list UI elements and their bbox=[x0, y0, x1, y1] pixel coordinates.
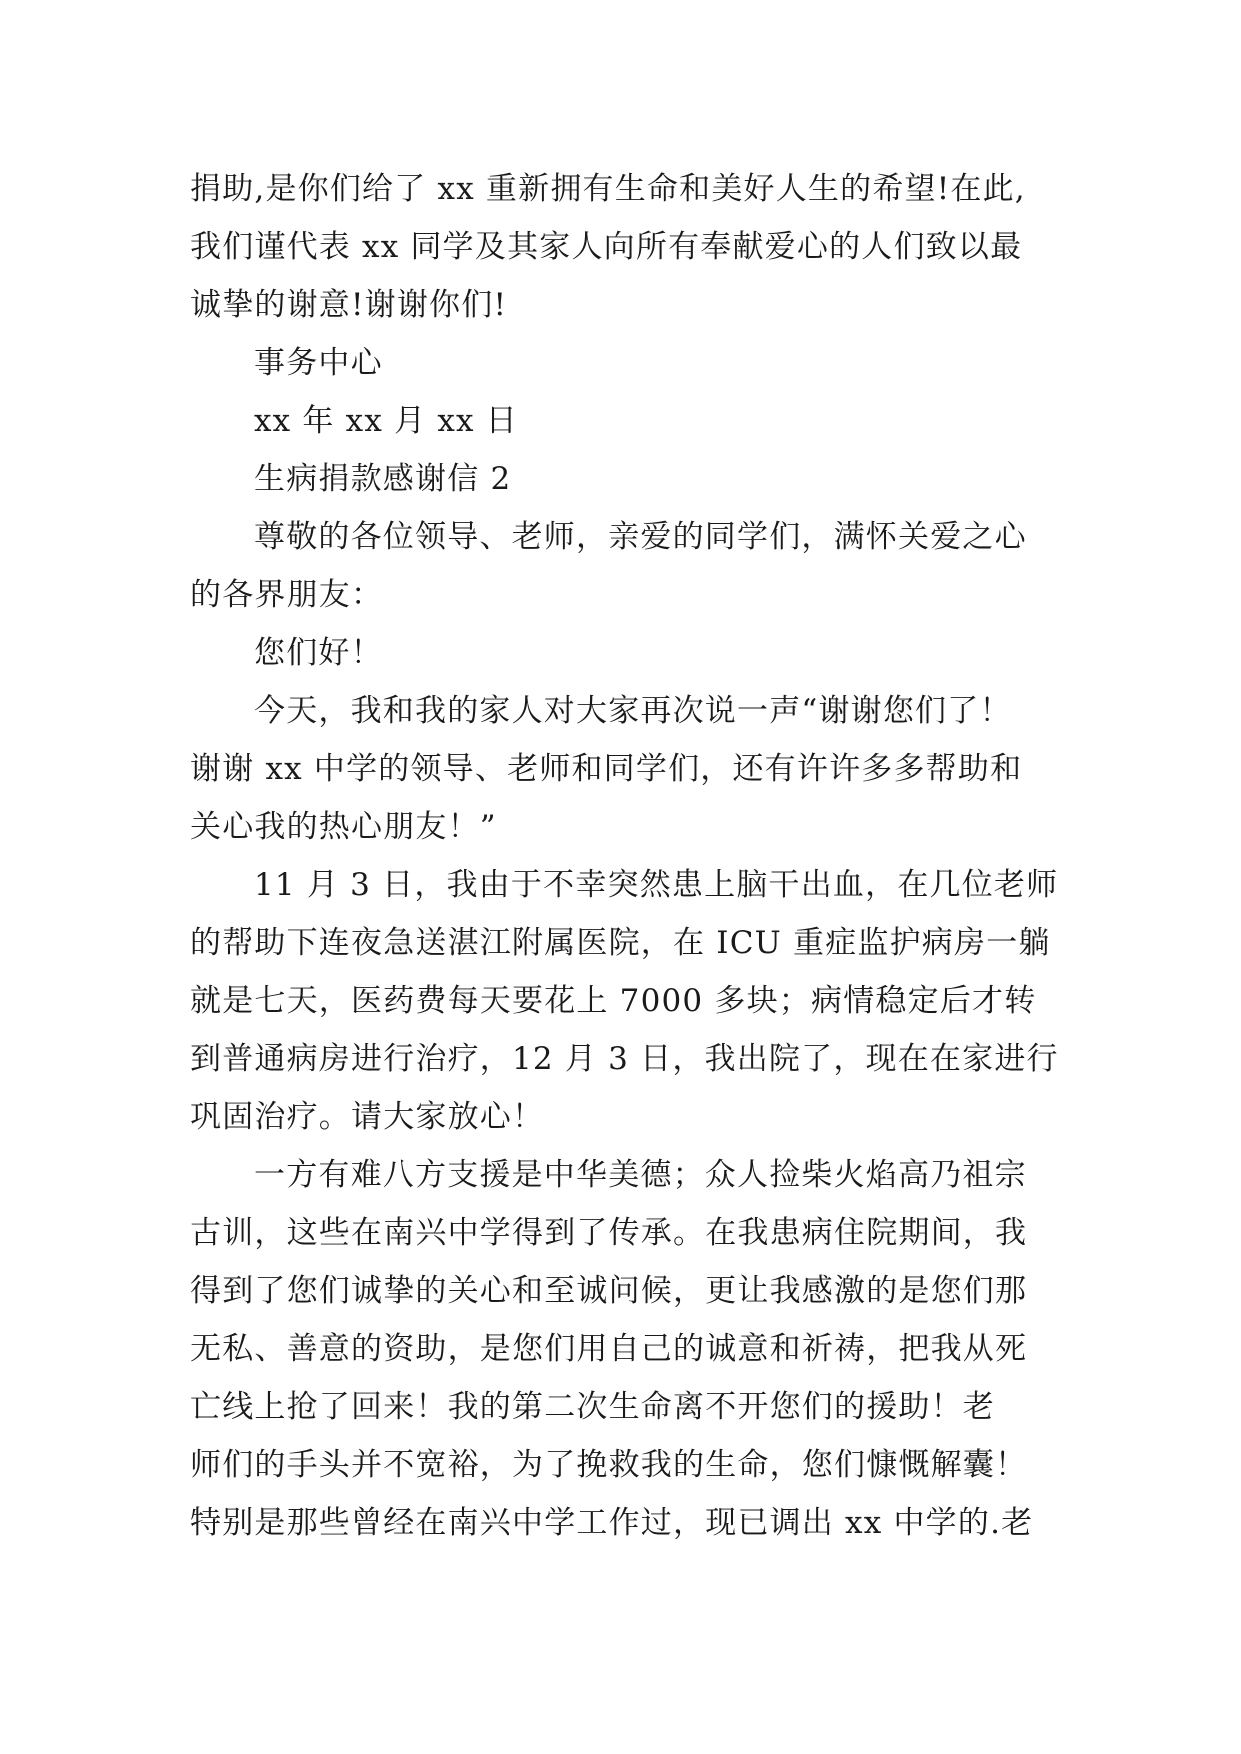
text-line: 古训，这些在南兴中学得到了传承。在我患病住院期间，我 bbox=[190, 1215, 1028, 1251]
text-line: 巩固治疗。请大家放心！ bbox=[190, 1099, 545, 1135]
text-line: 到普通病房进行治疗，12 月 3 日，我出院了，现在在家进行 bbox=[190, 1041, 1059, 1077]
text-line: 一方有难八方支援是中华美德；众人捡柴火焰高乃祖宗 bbox=[254, 1157, 1027, 1193]
text-line: 的帮助下连夜急送湛江附属医院，在 ICU 重症监护病房一躺 bbox=[190, 925, 1051, 961]
text-line: 得到了您们诚挚的关心和至诚问候，更让我感激的是您们那 bbox=[190, 1273, 1028, 1309]
salutation-line: 尊敬的各位领导、老师，亲爱的同学们，满怀关爱之心 bbox=[254, 519, 1027, 555]
text-line: 关心我的热心朋友！” bbox=[190, 809, 497, 845]
text-line: 特别是那些曾经在南兴中学工作过，现已调出 xx 中学的.老 bbox=[190, 1505, 1034, 1541]
letter-title: 生病捐款感谢信 2 bbox=[254, 461, 512, 497]
text-line: 11 月 3 日，我由于不幸突然患上脑干出血，在几位老师 bbox=[254, 867, 1059, 903]
text-line: 师们的手头并不宽裕，为了挽救我的生命，您们慷慨解囊！ bbox=[190, 1447, 1028, 1483]
greeting-line: 您们好！ bbox=[254, 635, 383, 671]
text-line: 就是七天，医药费每天要花上 7000 多块；病情稳定后才转 bbox=[190, 983, 1037, 1019]
text-line: 今天，我和我的家人对大家再次说一声“谢谢您们了！ bbox=[254, 693, 1012, 729]
text-line: 谢谢 xx 中学的领导、老师和同学们，还有许许多多帮助和 bbox=[190, 751, 1023, 787]
text-line: 亡线上抢了回来！我的第二次生命离不开您们的援助！老 bbox=[190, 1389, 995, 1425]
text-line: 诚挚的谢意!谢谢你们! bbox=[190, 287, 508, 323]
text-line: 捐助,是你们给了 xx 重新拥有生命和美好人生的希望!在此, bbox=[190, 171, 1026, 207]
salutation-line: 的各界朋友： bbox=[190, 577, 384, 613]
text-line: 无私、善意的资助，是您们用自己的诚意和祈祷，把我从死 bbox=[190, 1331, 1028, 1367]
signature-date: xx 年 xx 月 xx 日 bbox=[254, 403, 518, 439]
letter-body bbox=[190, 160, 1080, 1552]
signature-organization: 事务中心 bbox=[254, 345, 383, 381]
text-line: 我们谨代表 xx 同学及其家人向所有奉献爱心的人们致以最 bbox=[190, 229, 1023, 265]
